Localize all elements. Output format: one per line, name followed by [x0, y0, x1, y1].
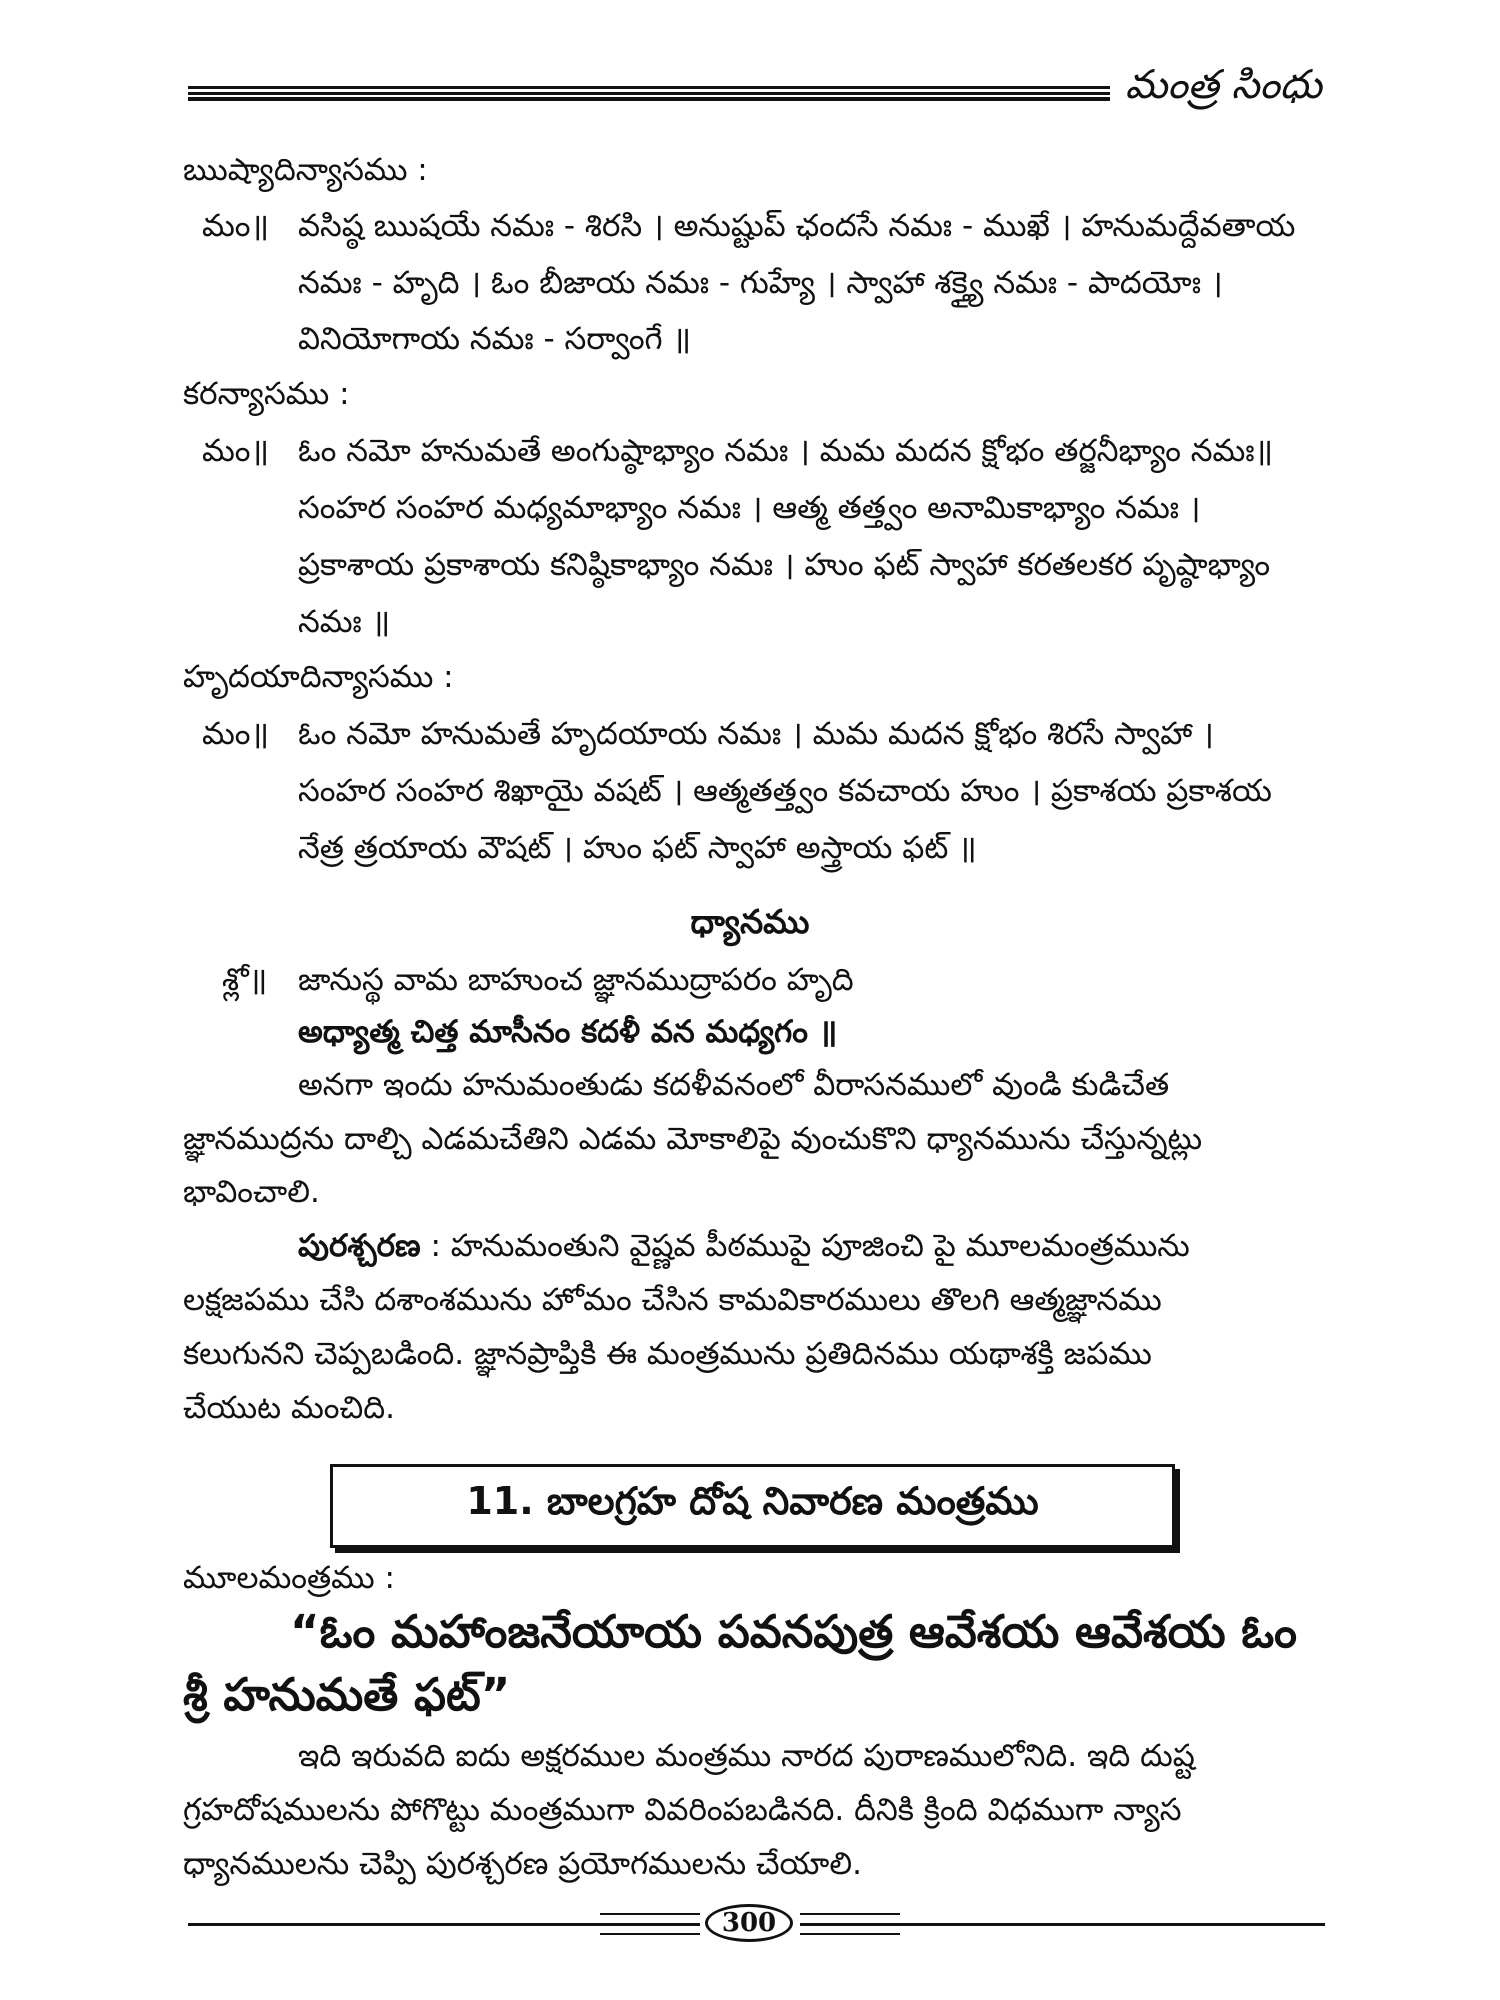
- hridayadi-line: నేత్ర త్రయాయ వౌషట్ । హుం ఫట్ స్వాహా అస్త్రాయ ఫట్ ॥: [298, 830, 977, 866]
- hridayadi-line: ఓం నమో హనుమతే హృదయాయ నమః । మమ మదన క్షోభం శిరసే స్వాహా ।: [298, 716, 1214, 752]
- mantra-line: శ్రీ హనుమతే ఫట్”: [183, 1668, 511, 1721]
- rishyadi-marker: మం॥: [202, 208, 270, 244]
- purascharana-line: కలుగునని చెప్పబడింది. జ్ఞానప్రాప్తికి ఈ మంత్రమును ప్రతిదినము యథాశక్తి జపము: [183, 1336, 1152, 1372]
- footer-rule-accent: [800, 1933, 900, 1935]
- dhyanam-para-line: భావించాలి.: [183, 1174, 320, 1210]
- dhyanam-heading: ధ్యానము: [690, 902, 810, 941]
- moolamantra-para-line: గ్రహదోషములను పోగొట్టు మంత్రముగా వివరింపబడినది. దీనికి క్రింది విధముగా న్యాస: [183, 1792, 1182, 1828]
- hridayadi-marker: మం॥: [202, 716, 270, 752]
- mantra-line: “ఓం మహాంజనేయాయ పవనపుత్ర ఆవేశయ ఆవేశయ ఓం: [290, 1605, 1297, 1658]
- footer-rule-left: [188, 1923, 700, 1926]
- hridayadi-label: హృదయాదిన్యాసము :: [183, 659, 454, 695]
- karanyasa-line: నమః ॥: [298, 604, 391, 640]
- section-title-box: [330, 1464, 1175, 1548]
- karanyasa-marker: మం॥: [202, 433, 270, 469]
- karanyasa-label: కరన్యాసము :: [183, 376, 350, 412]
- footer-rule-accent: [600, 1933, 700, 1935]
- header-rule: [188, 86, 1110, 104]
- sloka-marker: శ్లో॥: [222, 962, 268, 998]
- section-title: 11. బాలగ్రహ దోష నివారణ మంత్రము: [466, 1479, 1039, 1523]
- book-title: మంత్ర సింధు: [1125, 62, 1322, 108]
- moolamantra-para-line: ఇది ఇరువది ఐదు అక్షరముల మంత్రము నారద పురాణములోనిది. ఇది దుష్ట: [298, 1738, 1195, 1774]
- hridayadi-line: సంహర సంహర శిఖాయై వషట్ । ఆత్మతత్త్వం కవచాయ హుం । ప్రకాశయ ప్రకాశయ: [298, 773, 1272, 809]
- purascharana-term: పురశ్చరణ: [298, 1228, 421, 1264]
- sloka-line: జానుస్థ వామ బాహుంచ జ్ఞానముద్రాపరం హృది: [298, 962, 854, 998]
- rishyadi-line: వసిష్ఠ ఋషయే నమః - శిరసి । అనుష్టుప్ ఛందసే నమః - ముఖే । హనుమద్దేవతాయ: [298, 208, 1296, 244]
- rishyadi-line: వినియోగాయ నమః - సర్వాంగే ॥: [298, 321, 692, 357]
- moolamantra-para-line: ధ్యానములను చెప్పి పురశ్చరణ ప్రయోగములను చేయాలి.: [183, 1846, 862, 1882]
- dhyanam-para-line: అనగా ఇందు హనుమంతుడు కదళీవనంలో వీరాసనములో వుండి కుడిచేత: [298, 1067, 1170, 1103]
- footer-rule-accent: [600, 1913, 700, 1915]
- purascharana-line: లక్షజపము చేసి దశాంశమును హోమం చేసిన కామవికారములు తొలగి ఆత్మజ్ఞానము: [183, 1282, 1162, 1318]
- moolamantra-label: మూలమంత్రము :: [183, 1560, 395, 1596]
- purascharana-first-rest: : హనుమంతుని వైష్ణవ పీఠముపై పూజించి పై మూలమంత్రమును: [420, 1228, 1190, 1264]
- purascharana-line: చేయుట మంచిది.: [183, 1390, 395, 1426]
- karanyasa-line: సంహర సంహర మధ్యమాభ్యాం నమః । ఆత్మ తత్త్వం అనామికాభ్యాం నమః ।: [298, 490, 1201, 526]
- rishyadi-label: ఋష్యాదిన్యాసము :: [183, 152, 428, 188]
- rishyadi-line: నమః - హృది । ఓం బీజాయ నమః - గుహ్యే । స్వాహా శక్త్యై నమః - పాదయోః ।: [298, 265, 1223, 301]
- footer-rule-right: [800, 1923, 1325, 1926]
- dhyanam-para-line: జ్ఞానముద్రను దాల్చి ఎడమచేతిని ఎడమ మోకాలిపై వుంచుకొని ధ్యానమును చేస్తున్నట్లు: [183, 1121, 1203, 1157]
- sloka-line: అధ్యాత్మ చిత్త మాసీనం కదళీ వన మధ్యగం ॥: [298, 1014, 838, 1050]
- karanyasa-line: ఓం నమో హనుమతే అంగుష్ఠాభ్యాం నమః । మమ మదన క్షోభం తర్జనీభ్యాం నమః॥: [298, 433, 1274, 469]
- purascharana-first-line: [298, 1226, 1190, 1266]
- page-number: 300: [705, 1904, 793, 1942]
- karanyasa-line: ప్రకాశాయ ప్రకాశాయ కనిష్ఠికాభ్యాం నమః । హుం ఫట్ స్వాహా కరతలకర పృష్ఠాభ్యాం: [298, 547, 1271, 583]
- footer-rule-accent: [800, 1913, 900, 1915]
